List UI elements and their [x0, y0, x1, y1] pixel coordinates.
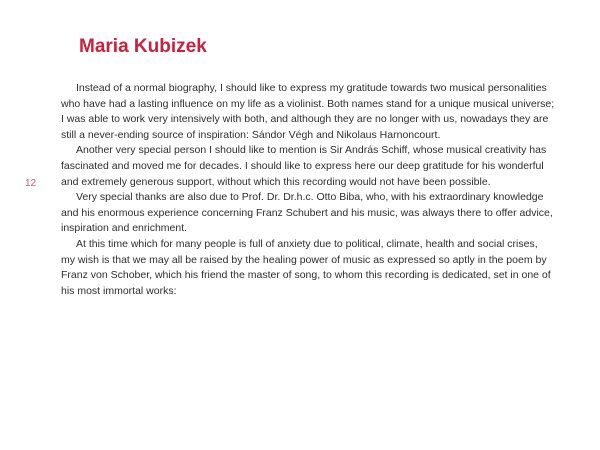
text-line: and his enormous experience concerning Franz Schubert and his music, was always there to offer advice, — [61, 206, 553, 219]
text-line: Very special thanks are also due to Prof. Dr. Dr.h.c. Otto Biba, who, with his extraordinary knowledge — [76, 191, 544, 204]
text-line: At this time which for many people is full of anxiety due to political, climate, health and social crises, — [76, 237, 538, 250]
paragraph-1 — [61, 81, 555, 143]
biography-text — [61, 81, 555, 299]
text-line: I was able to work very intensively with both, and although they are no longer with us, nowadays they are — [61, 113, 549, 126]
text-line: Franz von Schober, which his friend the master of song, to whom this recording is dedicated, set in one of — [61, 269, 551, 282]
paragraph-2 — [61, 143, 547, 190]
text-line: inspiration and enrichment. — [61, 222, 188, 235]
page-title: Maria Kubizek — [79, 36, 207, 57]
text-line: and extremely generous support, without which this recording would not have been possible. — [61, 175, 491, 188]
paragraph-4 — [61, 237, 551, 299]
text-line: who have had a lasting influence on my life as a violinist. Both names stand for a unique musical universe; — [61, 97, 555, 110]
paragraph-3 — [61, 190, 553, 237]
page-number: 12 — [25, 178, 37, 189]
text-line: still a never-ending source of inspiration: Sándor Végh and Nikolaus Harnoncourt. — [61, 128, 441, 141]
text-line: Another very special person I should like to mention is Sir András Schiff, whose musical creativity has — [76, 144, 547, 157]
text-line: my wish is that we may all be raised by the healing power of music as expressed so aptly in the poem by — [61, 253, 547, 266]
text-line: fascinated and moved me for decades. I should like to express here our deep gratitude for his wonderful — [61, 159, 544, 172]
text-line: his most immortal works: — [61, 284, 177, 297]
text-line: Instead of a normal biography, I should like to express my gratitude towards two musical personalities — [76, 82, 547, 94]
